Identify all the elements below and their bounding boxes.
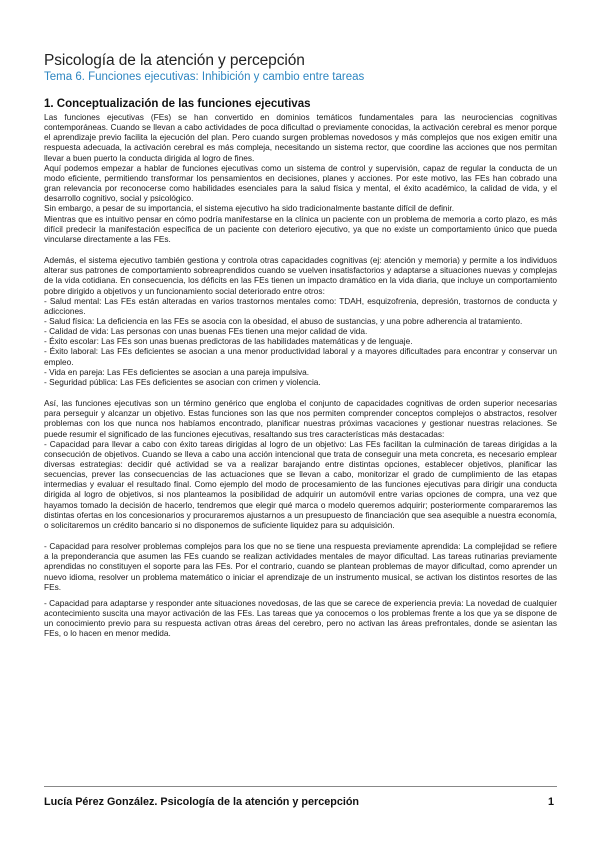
section-body xyxy=(44,112,557,639)
footer-divider xyxy=(44,786,557,787)
list-item: - Capacidad para llevar a cabo con éxito tareas dirigidas al logro de un objetivo: Las FEs facilitan la culminación de tareas dirigidas a la consecución de objetivos. Cuando se lleva a cabo una acción intencional que trata de conseguir una meta concreta, es necesario emplear diversas estrategias: decidir qué actividad se va a realizar barajando entre distintas opciones, establecer objetivos, planificar las secuencias, prever las consecuencias de las actuaciones que se llevan a cabo, monitorizar el grado de cumplimiento de las etapas intermedias y evaluar el resultado final. Como ejemplo del modo de procesamiento de las funciones ejecutivas para dirigir una conducta dirigida al logro de objetivos, si nos planteamos la posibilidad de adquirir un automóvil entre varias opciones de compra, una vez que hayamos tomado la decisión de hacerlo, tendremos que elegir qué marca o modelo queremos adquirir; posteriormente compararemos las distintas ofertas en los concesionarios y procuraremos ajustarnos a un presupuesto de financiación que sea asequible a nuestra economía, o solicitaremos un crédito bancario si no disponemos de suficiente liquidez para su adquisición. xyxy=(44,438,557,530)
list-item: - Salud mental: Las FEs están alteradas en varios trastornos mentales como: TDAH, esquizofrenia, depresión, trastornos de conducta y adicciones. xyxy=(44,295,557,316)
list-item: - Éxito escolar: Las FEs son unas buenas predictoras de las habilidades matemáticas y de lenguaje. xyxy=(44,336,413,347)
list-item: - Vida en pareja: Las FEs deficientes se asocian a una pareja impulsiva. xyxy=(44,366,310,377)
section-heading: 1. Conceptualización de las funciones ejecutivas xyxy=(44,98,311,110)
page-number: 1 xyxy=(548,796,555,808)
list-item: - Calidad de vida: Las personas con unas buenas FEs tienen una mejor calidad de vida. xyxy=(44,326,368,337)
paragraph: Sin embargo, a pesar de su importancia, el sistema ejecutivo ha sido tradicionalmente bastante difícil de definir. xyxy=(44,203,454,214)
list-item: - Capacidad para resolver problemas complejos para los que no se tiene una respuesta previamente aprendida: La complejidad se refiere a la preponderancia que asumen las FEs cuando se realizan actividades mentales de mayor dificultad. Las tareas rutinarias previamente aprendidas no constituyen el soporte para las FEs. Por el contrario, cuando se plantean problemas de mayor dificultad, como aprender un nuevo idioma, resolver un problema matemático o iniciar el aprendizaje de un instrumento musical, se activan los distintos resortes de las FEs. xyxy=(44,541,557,592)
paragraph: Así, las funciones ejecutivas son un término genérico que engloba el conjunto de capacidades cognitivas de orden superior necesarias para perseguir y alcanzar un objetivo. Estas funciones son las que nos permiten comprender conceptos complejos o abstractos, resolver problemas con los que nunca nos habíamos encontrado, planificar nuestras próximas vacaciones y gestionar nuestras relaciones. Se puede resumir el significado de las funciones ejecutivas, resaltando sus tres características más destacadas: xyxy=(44,398,557,439)
list-item: - Seguridad pública: Las FEs deficientes se asocian con crimen y violencia. xyxy=(44,376,321,387)
paragraph-spacer xyxy=(44,530,557,541)
document-subtitle: Tema 6. Funciones ejecutivas: Inhibición y cambio entre tareas xyxy=(44,71,365,83)
paragraph: Las funciones ejecutivas (FEs) se han convertido en dominios temáticos fundamentales para las neurociencias cognitivas contemporáneas. Cuando se llevan a cabo actividades de poca dificultad o previamente conocidas, la activación cerebral es menor porque el aprendizaje previo facilita la ejecución del plan. Pero cuando surgen problemas novedosos y más complejos que nos exigen emitir una respuesta adecuada, la activación cerebral es más compleja, necesitando un sistema rector, que coordine las acciones que nos permitan llevar a buen puerto la conducta dirigida al logro de fines. xyxy=(44,112,557,163)
list-item: - Éxito laboral: Las FEs deficientes se asocian a una menor productividad laboral y a mayores dificultades para encontrar y conservar un empleo. xyxy=(44,346,557,367)
paragraph: Mientras que es intuitivo pensar en cómo podría manifestarse en la clínica un paciente con un problema de memoria a corto plazo, es más difícil predecir la manifestación específica de un paciente con deterioro ejecutivo, ya que no existe un comportamiento único que pueda vincularse directamente a las FEs. xyxy=(44,213,557,244)
paragraph: Aquí podemos empezar a hablar de funciones ejecutivas como un sistema de control y supervisión, capaz de regular la conducta de un modo eficiente, permitiendo transformar los pensamientos en decisiones, planes y acciones. Por este motivo, las FEs han cobrado una gran relevancia por reconocerse como habilidades esenciales para la salud física y mental, el éxito académico, la calidad de vida, y el desarrollo cognitivo, social y psicológico. xyxy=(44,162,557,204)
footer-text: Lucía Pérez González. Psicología de la atención y percepción xyxy=(44,796,360,808)
list-item: - Salud física: La deficiencia en las FEs se asocia con la obesidad, el abuso de sustancias, y una pobre adherencia al tratamiento. xyxy=(44,315,523,326)
paragraph-spacer xyxy=(44,387,557,398)
document-title: Psicología de la atención y percepción xyxy=(44,52,305,69)
list-item: - Capacidad para adaptarse y responder ante situaciones novedosas, de las que se carece de experiencia previa: La novedad de cualquier acontecimiento suscita una mayor activación de las FEs. Las tareas que ya conocemos o los problemas frente a los que ya se dispone de un conocimiento previo para su respuesta activan otras áreas del cerebro, pero no activan las áreas prefrontales, donde se asientan las FEs, o lo hacen en menor medida. xyxy=(44,597,557,639)
paragraph: Además, el sistema ejecutivo también gestiona y controla otras capacidades cognitivas (ej: atención y memoria) y permite a los individuos alterar sus patrones de comportamiento sobreaprendidos cuando se vuelven insatisfactorios y adaptarse a situaciones nuevas y complejas de la vida cotidiana. En consecuencia, los déficits en las FEs tienen un impacto dramático en la vida diaria, que incluye un comportamiento pobre dirigido a objetivos y un funcionamiento social deteriorado entre otros: xyxy=(44,255,557,296)
paragraph-spacer xyxy=(44,244,557,255)
